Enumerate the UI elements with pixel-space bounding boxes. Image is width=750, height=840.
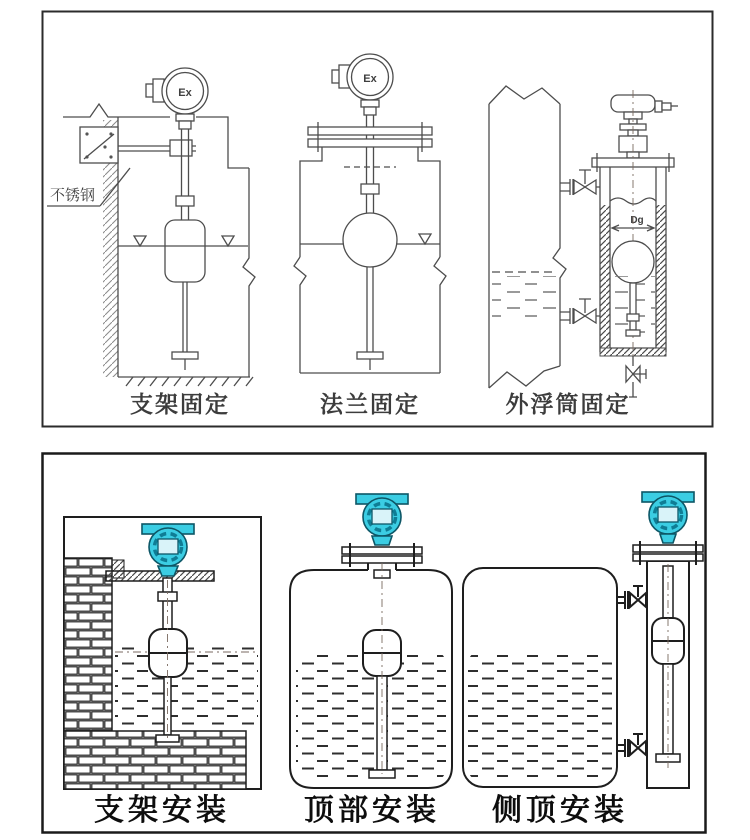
neck <box>158 566 178 576</box>
bracket-install-diagram <box>64 517 261 827</box>
chamber-wall-hatch <box>600 205 610 348</box>
top-panel <box>43 12 713 427</box>
caption-top-install: 顶部安装 <box>304 794 440 827</box>
caption-side-top-install: 侧顶安装 <box>492 794 628 827</box>
flange-plate <box>633 554 703 561</box>
caption-bracket-fixing: 支架固定 <box>130 391 230 417</box>
flange-plate <box>342 556 422 563</box>
caption-bracket-install: 支架安装 <box>94 794 230 827</box>
flange-plate <box>342 547 422 554</box>
end-stop <box>626 330 640 336</box>
neck <box>372 536 392 545</box>
brick-wall-base <box>64 731 246 789</box>
stem-coupling <box>176 196 194 206</box>
ex-label: Ex <box>363 73 377 85</box>
neck <box>361 100 379 107</box>
cable-entry <box>655 101 662 112</box>
dg-label: Dg <box>630 215 644 226</box>
brick-wall-column <box>64 558 112 731</box>
cable-entry <box>662 103 671 110</box>
chamber-wall-hatch <box>656 205 666 348</box>
neck <box>179 121 191 129</box>
display-window <box>658 507 678 522</box>
tank-liquid <box>492 276 556 318</box>
flange-plate <box>308 139 432 147</box>
float <box>165 220 205 282</box>
end-stop <box>357 352 383 359</box>
water <box>468 650 612 782</box>
caption-flange-fixing: 法兰固定 <box>320 391 420 417</box>
display-window <box>372 509 392 524</box>
neck <box>660 534 676 543</box>
neck <box>364 107 376 115</box>
ex-label: Ex <box>178 87 192 99</box>
stem-lower <box>630 283 636 330</box>
float-sphere <box>343 213 397 267</box>
guide-tube-upper <box>663 566 673 618</box>
stem-coupling <box>627 314 639 321</box>
end-stop <box>172 352 198 359</box>
flange-plate <box>308 127 432 135</box>
bottom-panel <box>43 454 706 833</box>
material-label: 不锈钢 <box>50 187 96 204</box>
caption-external-chamber-fixing: 外浮筒固定 <box>505 391 631 417</box>
neck <box>176 114 194 121</box>
display-window <box>158 539 178 554</box>
stem-coupling <box>361 184 379 194</box>
flange-plate <box>633 545 703 552</box>
